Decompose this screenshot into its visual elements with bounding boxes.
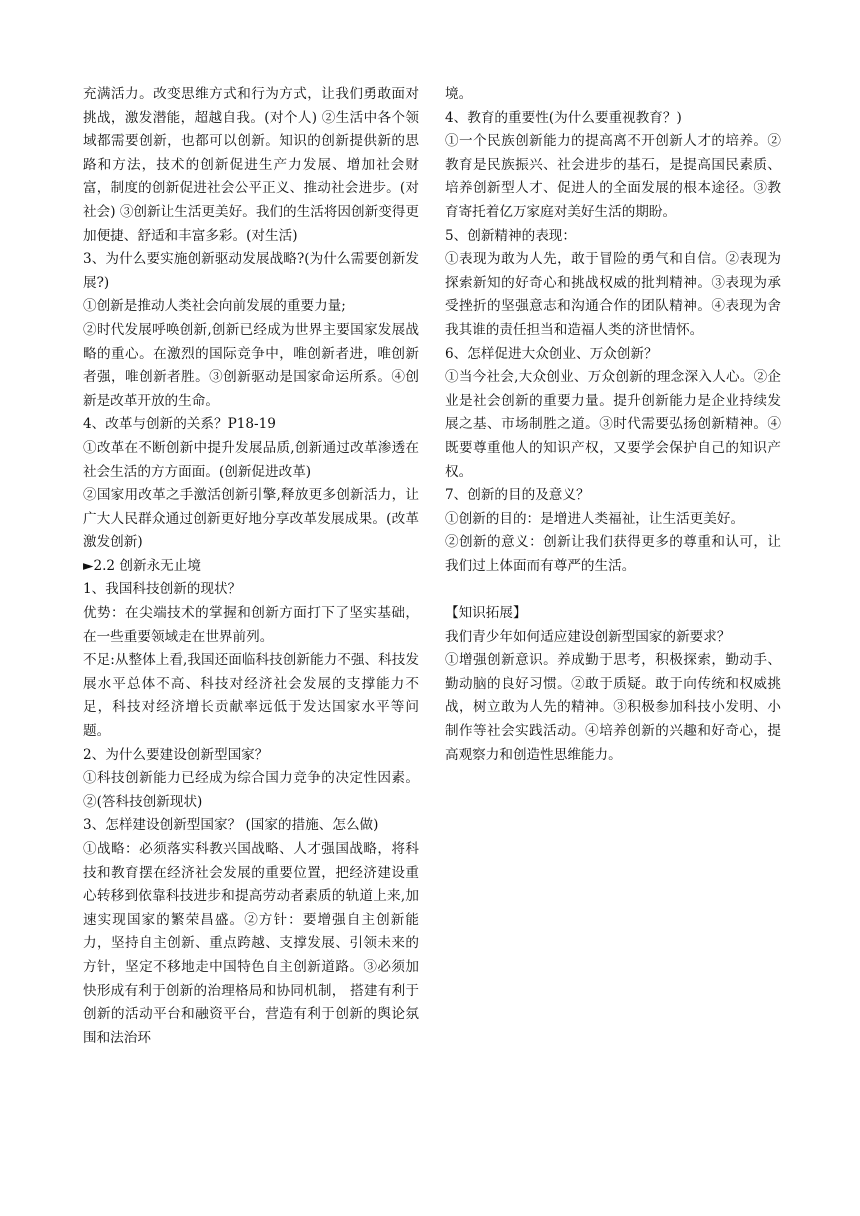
question-innovation-spirit: 5、创新精神的表现： [445, 227, 576, 244]
question-education-importance: 4、教育的重要性(为什么要重视教育？) [445, 109, 682, 126]
answer-innovation-strategy-1: ①创新是推动人类社会向前发展的重要力量; [83, 298, 346, 315]
left-text-column [83, 83, 419, 1050]
answer-innovation-meaning: ②创新的意义：创新让我们获得更多的尊重和认可，让我们过上体面而有尊严的生活。 [445, 534, 781, 574]
answer-reform-innovation-2: ②国家用改革之手激活创新引擎,释放更多创新活力，让广大人民群众通过创新更好地分享改革发展成果。(改革激发创新) [83, 487, 419, 551]
extension-question: 我们青少年如何适应建设创新型国家的新要求？ [445, 628, 731, 645]
answer-tech-shortcomings: 不足:从整体上看,我国还面临科技创新能力不强、科技发展水平总体不高、科技对经济社会发展的支撑能力不足，科技对经济增长贡献率远低于发达国家水平等问题。 [83, 652, 419, 740]
extension-heading: 【知识拓展】 [445, 605, 527, 622]
answer-education-importance: ①一个民族创新能力的提高离不开创新人才的培养。②教育是民族振兴、社会进步的基石，是提高国民素质、培养创新型人才、促进人的全面发展的根本途径。③教育寄托着亿万家庭对美好生活的期盼。 [445, 133, 781, 220]
blank-line [445, 578, 781, 602]
question-why-innovative-nation: 2、为什么要建设创新型国家？ [83, 746, 269, 763]
answer-tech-advantages: 优势：在尖端技术的掌握和创新方面打下了坚实基础，在一些重要领域走在世界前列。 [83, 605, 419, 645]
answer-innovation-strategy-2: ②时代发展呼唤创新,创新已经成为世界主要国家发展战略的重心。在激烈的国际竞争中，唯创新者进，唯创新者强，唯创新者胜。③创新驱动是国家命运所系。④创新是改革开放的生命。 [83, 321, 419, 409]
continuation-text: 境。 [445, 86, 473, 102]
question-how-innovative-nation: 3、怎样建设创新型国家？ (国家的措施、怎么做) [83, 817, 379, 834]
answer-innovation-spirit: ①表现为敢为人先，敢于冒险的勇气和自信。②表现为探索新知的好奇心和挑战权威的批判精神。③表现为承受挫折的坚强意志和沟通合作的团队精神。④表现为舍我其谁的责任担当和造福人类的济世情怀。 [445, 251, 781, 338]
question-reform-innovation: 4、改革与创新的关系？P18-19 [83, 416, 276, 433]
answer-entrepreneurship: ①当今社会,大众创业、万众创新的理念深入人心。②企业是社会创新的重要力量。提升创新能力是企业持续发展之基、市场制胜之道。③时代需要弘扬创新精神。④既要尊重他人的知识产权，又要学会保护自己的知识产权。 [445, 369, 781, 480]
section-heading-2-2: ►2.2 创新永无止境 [83, 557, 201, 574]
answer-reform-innovation-1: ①改革在不断创新中提升发展品质,创新通过改革渗透在社会生活的方方面面。(创新促进改革) [83, 439, 419, 480]
extension-answer: ①增强创新意识。养成勤于思考，积极探索，勤动手、勤动脑的良好习惯。②敢于质疑。敢于向传统和权威挑战，树立敢为人先的精神。③积极参加科技小发明、小制作等社会实践活动。④培养创新的兴趣和好奇心，提高观察力和创造性思维能力。 [445, 652, 781, 763]
paragraph-innovation-significance: 充满活力。改变思维方式和行为方式，让我们勇敢面对挑战，激发潜能，超越自我。(对个人) ②生活中各个领域都需要创新，也都可以创新。知识的创新提供新的思路和方法，技术的创新促进生产力发展、增加社会财富，制度的创新促进社会公平正义、推动社会进步。(对社会) ③创新让生活更美好。我们的生活将因创新变得更加便捷、舒适和丰富多彩。(对生活) [83, 86, 419, 244]
answer-how-innovative-nation: ①战略：必须落实科教兴国战略、人才强国战略，将科技和教育摆在经济社会发展的重要位置，把经济建设重心转移到依靠科技进步和提高劳动者素质的轨道上来,加速实现国家的繁荣昌盛。②方针：要增强自主创新能力，坚持自主创新、重点跨越、支撑发展、引领未来的方针，坚定不移地走中国特色自主创新道路。③必须加快形成有利于创新的治理格局和协同机制， 搭建有利于创新的活动平台和融资平台，营造有利于创新的舆论氛围和法治环 [83, 841, 419, 1046]
question-innovation-strategy: 3、为什么要实施创新驱动发展战略?(为什么需要创新发展?) [83, 251, 419, 291]
right-text-column [445, 83, 781, 767]
question-entrepreneurship: 6、怎样促进大众创业、万众创新？ [445, 345, 658, 362]
answer-why-innovative-nation: ①科技创新能力已经成为综合国力竞争的决定性因素。②(答科技创新现状) [83, 770, 419, 810]
answer-innovation-purpose: ①创新的目的：是增进人类福祉，让生活更美好。 [445, 510, 745, 527]
question-tech-status: 1、我国科技创新的现状？ [83, 581, 242, 598]
question-innovation-purpose: 7、创新的目的及意义？ [445, 487, 590, 504]
